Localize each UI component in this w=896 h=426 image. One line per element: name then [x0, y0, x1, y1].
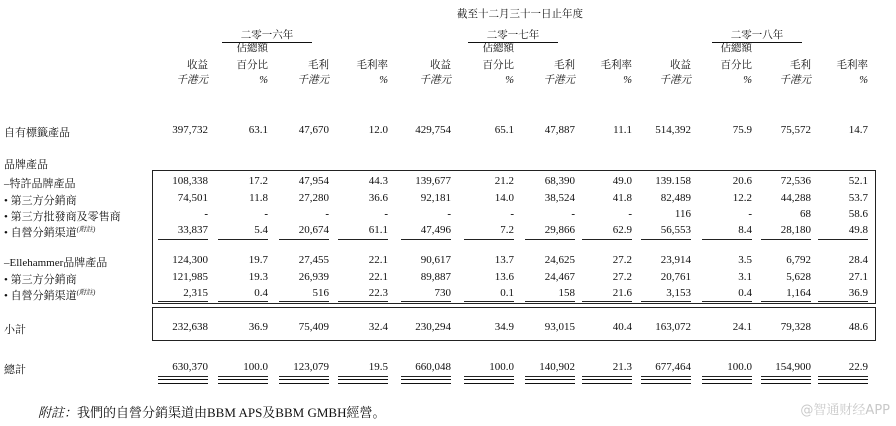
- table-cell: 75,572: [780, 124, 811, 136]
- table-cell: 79,328: [780, 321, 811, 333]
- table-cell: 68,390: [544, 175, 575, 187]
- table-cell: 13.6: [494, 271, 514, 283]
- subtotal-box: [152, 307, 876, 341]
- table-cell: 36.6: [368, 192, 388, 204]
- table-cell: 11.8: [249, 192, 268, 204]
- table-cell: 19.5: [368, 361, 388, 373]
- row-label: 小計: [4, 324, 26, 336]
- col-header-line1: 佔總額: [236, 43, 268, 54]
- table-cell: 24,625: [544, 254, 575, 266]
- table-cell: -: [571, 208, 575, 220]
- col-header-line2: 毛利: [790, 60, 811, 71]
- table-cell: 20,761: [660, 271, 691, 283]
- col-header-line2: 毛利率: [600, 60, 632, 71]
- table-cell: 75.9: [732, 124, 752, 136]
- table-cell: -: [204, 208, 208, 220]
- table-cell: 677,464: [655, 361, 691, 373]
- table-cell: 140,902: [539, 361, 575, 373]
- table-cell: 163,072: [655, 321, 691, 333]
- table-cell: 0.1: [500, 287, 514, 299]
- col-header-unit: 千港元: [779, 75, 811, 86]
- table-cell: 230,294: [415, 321, 451, 333]
- table-cell: 21.3: [612, 361, 632, 373]
- total-top-rule: [279, 376, 329, 377]
- table-cell: 44,288: [780, 192, 811, 204]
- table-cell: 12.0: [368, 124, 388, 136]
- row-label: • 第三方分銷商: [4, 195, 77, 207]
- table-cell: 53.7: [848, 192, 868, 204]
- table-cell: 28,180: [780, 224, 811, 236]
- table-cell: 56,553: [660, 224, 691, 236]
- table-cell: 121,985: [172, 271, 208, 283]
- col-header-line2: 收益: [430, 60, 451, 71]
- table-cell: -: [384, 208, 388, 220]
- col-header-unit: %: [505, 75, 514, 86]
- total-top-rule: [464, 376, 514, 377]
- table-cell: 90,617: [420, 254, 451, 266]
- table-cell: 47,496: [420, 224, 451, 236]
- table-cell: 13.7: [494, 254, 514, 266]
- total-top-rule: [338, 376, 388, 377]
- footnote: [38, 402, 385, 421]
- table-cell: 24,467: [544, 271, 575, 283]
- total-double-rule: [279, 379, 329, 384]
- table-cell: 47,887: [544, 124, 575, 136]
- table-cell: 27,280: [298, 192, 329, 204]
- table-cell: 0.4: [738, 287, 752, 299]
- total-double-rule: [761, 379, 811, 384]
- table-cell: 28.4: [848, 254, 868, 266]
- table-cell: 72,536: [780, 175, 811, 187]
- table-cell: 139,677: [415, 175, 451, 187]
- total-double-rule: [218, 379, 268, 384]
- col-header-unit: 千港元: [543, 75, 575, 86]
- table-cell: 158: [558, 287, 575, 299]
- table-cell: 17.2: [248, 175, 268, 187]
- table-cell: 14.7: [848, 124, 868, 136]
- table-cell: 32.4: [368, 321, 388, 333]
- table-cell: 23,914: [660, 254, 691, 266]
- table-cell: 514,392: [655, 124, 691, 136]
- total-double-rule: [641, 379, 691, 384]
- total-top-rule: [218, 376, 268, 377]
- col-header-line2: 百分比: [236, 60, 268, 71]
- col-header-unit: 千港元: [419, 75, 451, 86]
- table-cell: 20,674: [298, 224, 329, 236]
- period-header: 截至十二月三十一日止年度: [457, 9, 583, 20]
- table-cell: 660,048: [415, 361, 451, 373]
- table-cell: 44.3: [368, 175, 388, 187]
- table-cell: 11.1: [613, 124, 632, 136]
- table-cell: 49.8: [848, 224, 868, 236]
- table-cell: 8.4: [738, 224, 752, 236]
- col-header-unit: %: [259, 75, 268, 86]
- col-header-unit: %: [623, 75, 632, 86]
- col-header-unit: %: [859, 75, 868, 86]
- table-cell: 58.6: [848, 208, 868, 220]
- row-label: • 第三方批發商及零售商: [4, 211, 121, 223]
- col-header-line2: 百分比: [720, 60, 752, 71]
- brand-products-box: [152, 170, 876, 304]
- table-cell: -: [748, 208, 752, 220]
- total-double-rule: [702, 379, 752, 384]
- total-top-rule: [158, 376, 208, 377]
- table-cell: 47,954: [298, 175, 329, 187]
- table-cell: 124,300: [172, 254, 208, 266]
- col-header-unit: 千港元: [297, 75, 329, 86]
- table-cell: 93,015: [544, 321, 575, 333]
- table-cell: 7.2: [500, 224, 514, 236]
- row-label: 總計: [4, 364, 26, 376]
- table-cell: 33,837: [177, 224, 208, 236]
- table-cell: 429,754: [415, 124, 451, 136]
- row-label: 品牌產品: [4, 159, 48, 171]
- table-cell: 1,164: [786, 287, 811, 299]
- table-cell: 3.5: [738, 254, 752, 266]
- col-header-line2: 收益: [187, 60, 208, 71]
- total-double-rule: [401, 379, 451, 384]
- table-cell: -: [510, 208, 514, 220]
- table-cell: 397,732: [172, 124, 208, 136]
- table-cell: 74,501: [177, 192, 208, 204]
- table-cell: 730: [434, 287, 451, 299]
- table-cell: 38,524: [544, 192, 575, 204]
- total-top-rule: [641, 376, 691, 377]
- table-cell: 154,900: [775, 361, 811, 373]
- table-cell: 34.9: [494, 321, 514, 333]
- table-cell: 100.0: [727, 361, 752, 373]
- table-cell: 82,489: [660, 192, 691, 204]
- col-header-unit: %: [743, 75, 752, 86]
- total-double-rule: [338, 379, 388, 384]
- table-cell: 22.9: [848, 361, 868, 373]
- total-top-rule: [401, 376, 451, 377]
- footnote-marker: (附註): [76, 288, 96, 297]
- table-cell: 19.3: [248, 271, 268, 283]
- table-cell: 630,370: [172, 361, 208, 373]
- total-top-rule: [702, 376, 752, 377]
- table-cell: 27,455: [298, 254, 329, 266]
- table-cell: 27.2: [612, 254, 632, 266]
- table-cell: 26,939: [298, 271, 329, 283]
- table-cell: 22.3: [368, 287, 388, 299]
- total-double-rule: [158, 379, 208, 384]
- total-double-rule: [464, 379, 514, 384]
- table-cell: 21.6: [612, 287, 632, 299]
- table-cell: -: [447, 208, 451, 220]
- table-cell: 100.0: [489, 361, 514, 373]
- table-cell: 12.2: [732, 192, 752, 204]
- col-header-unit: 千港元: [176, 75, 208, 86]
- table-cell: 108,338: [172, 175, 208, 187]
- total-double-rule: [818, 379, 868, 384]
- col-header-line2: 毛利: [308, 60, 329, 71]
- table-cell: 40.4: [612, 321, 632, 333]
- footnote-text: 我們的自營分銷渠道由BBM APS及BBM GMBH經營。: [77, 405, 386, 420]
- table-cell: 116: [674, 208, 691, 220]
- col-header-line1: 佔總額: [482, 43, 514, 54]
- row-label: –特許品牌產品: [4, 178, 76, 190]
- table-cell: 41.8: [612, 192, 632, 204]
- table-cell: 92,181: [420, 192, 451, 204]
- table-cell: -: [325, 208, 329, 220]
- table-cell: 68: [800, 208, 811, 220]
- table-cell: 6,792: [786, 254, 811, 266]
- table-cell: 62.9: [612, 224, 632, 236]
- row-label: –Ellehammer品牌產品: [4, 257, 108, 269]
- total-double-rule: [525, 379, 575, 384]
- table-cell: 21.2: [494, 175, 514, 187]
- col-header-line2: 毛利率: [836, 60, 868, 71]
- total-top-rule: [525, 376, 575, 377]
- col-header-unit: 千港元: [659, 75, 691, 86]
- table-cell: 49.0: [612, 175, 632, 187]
- year-header-2018: 二零一八年: [712, 27, 802, 43]
- table-cell: 2,315: [183, 287, 208, 299]
- col-header-line1: 佔總額: [720, 43, 752, 54]
- table-cell: 5.4: [254, 224, 268, 236]
- row-label: • 第三方分銷商: [4, 274, 77, 286]
- col-header-line2: 百分比: [482, 60, 514, 71]
- watermark: @智通财经APP: [800, 403, 890, 418]
- row-label: 自有標籤產品: [4, 127, 70, 139]
- col-header-line2: 收益: [670, 60, 691, 71]
- table-cell: 29,866: [544, 224, 575, 236]
- table-cell: 123,079: [293, 361, 329, 373]
- col-header-line2: 毛利率: [356, 60, 388, 71]
- table-cell: 20.6: [732, 175, 752, 187]
- table-cell: 0.4: [254, 287, 268, 299]
- table-cell: 63.1: [248, 124, 268, 136]
- table-cell: 27.2: [612, 271, 632, 283]
- year-header-2017: 二零一七年: [468, 27, 558, 43]
- table-cell: 22.1: [368, 254, 388, 266]
- col-header-line2: 毛利: [554, 60, 575, 71]
- table-cell: 19.7: [248, 254, 268, 266]
- table-cell: 89,887: [420, 271, 451, 283]
- table-cell: 516: [312, 287, 329, 299]
- total-top-rule: [818, 376, 868, 377]
- table-cell: 48.6: [848, 321, 868, 333]
- table-cell: 75,409: [298, 321, 329, 333]
- table-cell: 100.0: [243, 361, 268, 373]
- table-cell: -: [264, 208, 268, 220]
- table-cell: 3.1: [738, 271, 752, 283]
- row-label: • 自營分銷渠道$^{(附註)}$: [4, 225, 96, 239]
- table-cell: 27.1: [848, 271, 868, 283]
- table-cell: 24.1: [732, 321, 752, 333]
- table-cell: 5,628: [786, 271, 811, 283]
- table-cell: 232,638: [172, 321, 208, 333]
- table-cell: 36.9: [248, 321, 268, 333]
- table-cell: 36.9: [848, 287, 868, 299]
- table-cell: 61.1: [368, 224, 388, 236]
- table-cell: 52.1: [848, 175, 868, 187]
- table-cell: 3,153: [666, 287, 691, 299]
- table-cell: 47,670: [298, 124, 329, 136]
- table-cell: 14.0: [494, 192, 514, 204]
- table-cell: 22.1: [368, 271, 388, 283]
- year-header-2016: 二零一六年: [222, 27, 312, 43]
- total-top-rule: [761, 376, 811, 377]
- footnote-marker: (附註): [76, 225, 96, 234]
- row-label: • 自營分銷渠道$^{(附註)}$: [4, 288, 96, 302]
- total-double-rule: [582, 379, 632, 384]
- col-header-unit: %: [379, 75, 388, 86]
- footnote-label: 附註：: [38, 405, 78, 420]
- table-cell: -: [628, 208, 632, 220]
- table-cell: 139.158: [655, 175, 691, 187]
- total-top-rule: [582, 376, 632, 377]
- table-cell: 65.1: [494, 124, 514, 136]
